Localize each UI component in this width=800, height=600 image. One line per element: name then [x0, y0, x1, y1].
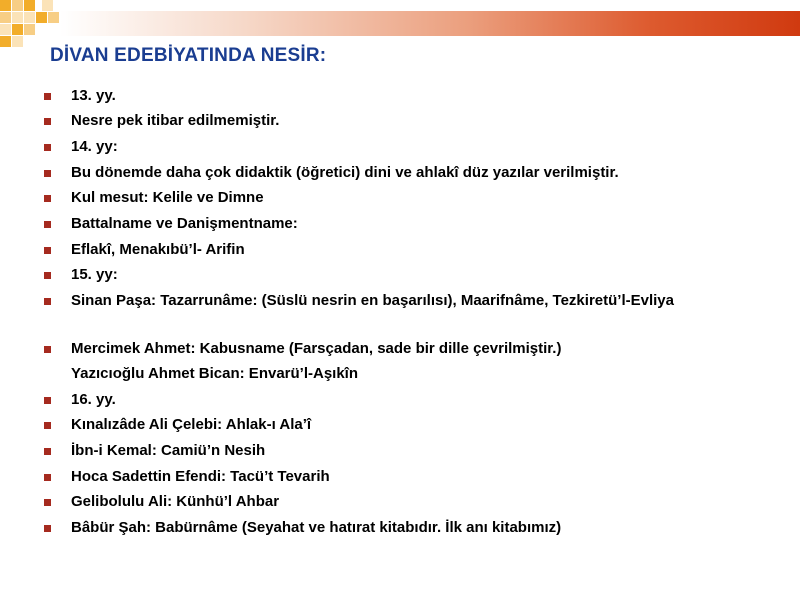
list-item-text: Nesre pek itibar edilmemiştir.	[71, 112, 280, 129]
list-item-text: Battalname ve Danişmentname:	[71, 215, 298, 232]
square-bullet-icon	[44, 195, 51, 202]
list-item-text: Kul mesut: Kelile ve Dimne	[71, 189, 264, 206]
list-item-text: Yazıcıoğlu Ahmet Bican: Envarü’l-Aşıkîn	[71, 365, 359, 382]
list-item-text: Eflakî, Menakıbü’l- Arifin	[71, 241, 245, 258]
square-bullet-icon	[44, 346, 51, 353]
list-item-text: 13. yy.	[71, 87, 116, 104]
square-bullet-icon	[44, 221, 51, 228]
list-item-text: Gelibolulu Ali: Künhü’l Ahbar	[71, 493, 280, 510]
square-bullet-icon	[44, 247, 51, 254]
square-bullet-icon	[44, 298, 51, 305]
square-bullet-icon	[44, 499, 51, 506]
square-bullet-icon	[44, 170, 51, 177]
square-bullet-icon	[44, 272, 51, 279]
list-item-text: 14. yy:	[71, 138, 118, 155]
square-bullet-icon	[44, 118, 51, 125]
list-item-text: İbn-i Kemal: Camiü’n Nesih	[71, 442, 266, 459]
list-item-text: 15. yy:	[71, 266, 118, 283]
square-bullet-icon	[44, 474, 51, 481]
list-item-text: Hoca Sadettin Efendi: Tacü’t Tevarih	[71, 468, 330, 485]
square-bullet-icon	[44, 144, 51, 151]
square-bullet-icon	[44, 448, 51, 455]
square-bullet-icon	[44, 525, 51, 532]
square-bullet-icon	[44, 422, 51, 429]
list-item-text: 16. yy.	[71, 391, 116, 408]
list-item-text: Bâbür Şah: Babürnâme (Seyahat ve hatırat kitabıdır. İlk anı kitabımız)	[71, 519, 562, 536]
square-bullet-icon	[44, 397, 51, 404]
corner-squares-decoration	[0, 0, 60, 48]
list-item-text: Bu dönemde daha çok didaktik (öğretici) dini ve ahlakî düz yazılar verilmiştir.	[71, 164, 619, 181]
square-bullet-icon	[44, 93, 51, 100]
list-item-text: Sinan Paşa: Tazarrunâme: (Süslü nesrin en başarılısı), Maarifnâme, Tezkiretü’l-Evliya	[71, 292, 674, 309]
header-gradient-bar	[60, 11, 800, 36]
list-item-text: Mercimek Ahmet: Kabusname (Farsçadan, sade bir dille çevrilmiştir.)	[71, 340, 562, 357]
list-item-text: Kınalızâde Ali Çelebi: Ahlak-ı Ala’î	[71, 416, 312, 433]
slide-title: DİVAN EDEBİYATINDA NESİR:	[50, 45, 327, 66]
